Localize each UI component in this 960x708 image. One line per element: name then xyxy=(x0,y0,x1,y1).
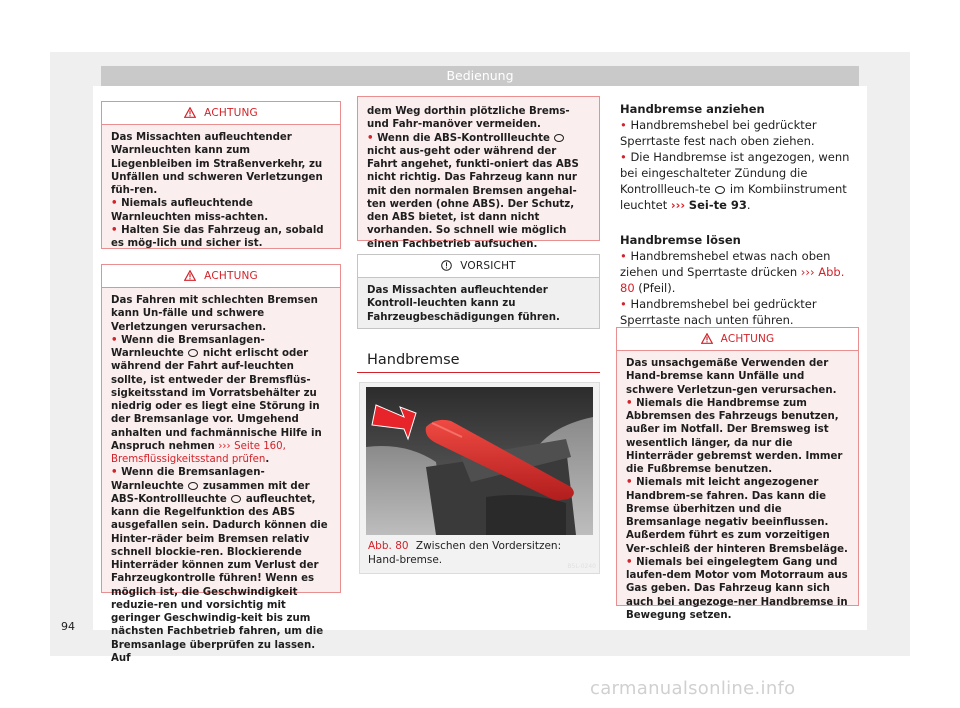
instruction-step: • Handbremshebel bei gedrückter Sperrtaste nach unten führen. xyxy=(620,297,817,327)
warning-triangle-icon xyxy=(184,270,196,281)
warning-header xyxy=(102,102,340,125)
warning-bullet: • Wenn die Bremsanlagen-Warnleuchte zusammen mit der ABS-Kontrollleuchte aufleuchtet, kann die Regelfunktion des ABS ausgefallen sein. Dadurch können die Hinter-räder beim Bremsen relativ schnell blockie-ren. Blockierende Hinterräder können zum Verlust der Fahrzeugkontrolle führen! Wenn es möglich ist, die Geschwindigkeit reduzie-ren und vorsichtig mit geringer Geschwindig-keit bis zum nächsten Fachbetrieb fahren, um die Bremsanlage überprüfen zu lassen. Auf xyxy=(111,467,328,664)
warning-header xyxy=(102,265,340,288)
caution-header xyxy=(358,255,599,278)
instructions-apply xyxy=(620,101,860,213)
subheading: Handbremse anziehen xyxy=(620,102,765,116)
warning-box-2 xyxy=(101,264,341,664)
warning-bullet: • Niemals mit leicht angezogener Handbrem-se fahren. Das kann die Bremse überhitzen und die Bremsanlage negativ beeinflussen. Außerdem führt es zum vorzeitigen Ver-schleiß der hinteren Bremsbeläge. xyxy=(626,477,848,555)
warning-bullet: • Wenn die Bremsanlagen-Warnleuchte nicht erlischt oder während der Fahrt auf-leuchten sollte, ist entweder der Bremsflüs-sigkeitsstand im Vorratsbehälter zu niedrig oder es liegt eine Störung in der Bremsanlage vor. Umgehend anhalten und fachmännische Hilfe in Anspruch nehmen ››› Seite 160, Bremsflüssigkeitsstand prüfen. xyxy=(111,334,322,465)
page-reference-link[interactable]: Sei-te 93 xyxy=(688,198,747,212)
page-reference-link[interactable]: Seite 160, Bremsflüssigkeitsstand prüfen xyxy=(111,440,286,465)
page-header: Bedienung xyxy=(101,66,859,86)
abs-lamp-icon xyxy=(231,495,241,503)
info-circle-icon xyxy=(441,260,452,271)
warning-label: ACHTUNG xyxy=(204,107,258,119)
warning-box-1 xyxy=(101,101,341,249)
figure-handbrake xyxy=(359,382,600,574)
brake-warning-lamp-icon xyxy=(188,349,198,357)
warning-intro: Das Missachten aufleuchtender Warnleuchten kann zum Liegenbleiben im Straßenverkehr, zu Unfällen und schweren Verletzungen füh-ren. xyxy=(111,132,323,196)
warning-header xyxy=(617,328,858,351)
page-number: 94 xyxy=(61,620,75,633)
warning-bullet: • Halten Sie das Fahrzeug an, sobald es mög-lich und sicher ist. xyxy=(111,224,324,249)
warning-label: ACHTUNG xyxy=(204,270,258,282)
handbrake-lamp-icon xyxy=(715,186,725,194)
warning-bullet: • Wenn die ABS-Kontrollleuchte nicht aus-geht oder während der Fahrt angehet, funkti-oniert das ABS nicht richtig. Das Fahrzeug kann nur mit den normalen Bremsen angehal-ten werden (ohne ABS). Der Schutz, den ABS bietet, ist dann nicht vorhanden. So schnell wie möglich einen Fachbetrieb aufsuchen. xyxy=(367,132,579,250)
handbrake-photo xyxy=(366,387,593,535)
section-title: Handbremse xyxy=(367,352,460,368)
warning-box-continued xyxy=(357,96,600,250)
instructions-release xyxy=(620,232,860,328)
caution-box xyxy=(357,254,600,329)
warning-box-3 xyxy=(616,327,859,621)
instruction-step: • Handbremshebel bei gedrückter Sperrtaste fest nach oben ziehen. xyxy=(620,118,817,148)
caution-text: Das Missachten aufleuchtender Kontroll-leuchten kann zu Fahrzeugbeschädigungen führen. xyxy=(367,285,560,323)
warning-bullet: • Niemals bei eingelegtem Gang und laufen-dem Motor vom Motorraum aus Gas geben. Das Fahrzeug kann sich auch bei angezoge-ner Handbremse in Bewegung setzen. xyxy=(626,556,848,621)
warning-bullet: • Niemals die Handbremse zum Abbremsen des Fahrzeugs benutzen, außer im Notfall. Der Bremsweg ist wesentlich länger, da nur die Hinterräder gebremst werden. Immer die Fußbremse benutzen. xyxy=(626,397,843,475)
caution-label: VORSICHT xyxy=(460,260,516,272)
figure-reference-link[interactable]: Abb. 80 xyxy=(620,265,845,295)
instruction-step: • Handbremshebel etwas nach oben ziehen und Sperrtaste drücken ››› Abb. 80 (Pfeil). xyxy=(620,249,845,295)
figure-label: Abb. 80 xyxy=(368,540,409,552)
figure-code: B5L-0240 xyxy=(567,563,596,570)
warning-bullet: • Niemals aufleuchtende Warnleuchten miss-achten. xyxy=(111,198,269,223)
warning-intro: Das unsachgemäße Verwenden der Hand-bremse kann Unfälle und schwere Verletzun-gen verursachen. xyxy=(626,358,837,396)
instruction-step: • Die Handbremse ist angezogen, wenn bei eingeschalteter Zündung die Kontrollleuch-te im Kombiinstrument leuchtet ››› Sei-te 93. xyxy=(620,150,850,212)
warning-intro: dem Weg dorthin plötzliche Brems- und Fahr-manöver vermeiden. xyxy=(367,106,570,131)
section-divider xyxy=(357,372,600,373)
subheading: Handbremse lösen xyxy=(620,233,741,247)
figure-caption: Abb. 80 Zwischen den Vordersitzen: Hand-bremse. xyxy=(368,540,562,566)
brake-warning-lamp-icon xyxy=(188,482,198,490)
warning-intro: Das Fahren mit schlechten Bremsen kann Un-fälle und schwere Verletzungen verursachen. xyxy=(111,295,318,333)
watermark: carmanualsonline.info xyxy=(590,678,796,699)
warning-label: ACHTUNG xyxy=(720,333,775,345)
abs-lamp-icon xyxy=(554,134,564,142)
warning-triangle-icon xyxy=(184,107,196,118)
warning-triangle-icon xyxy=(701,333,713,344)
